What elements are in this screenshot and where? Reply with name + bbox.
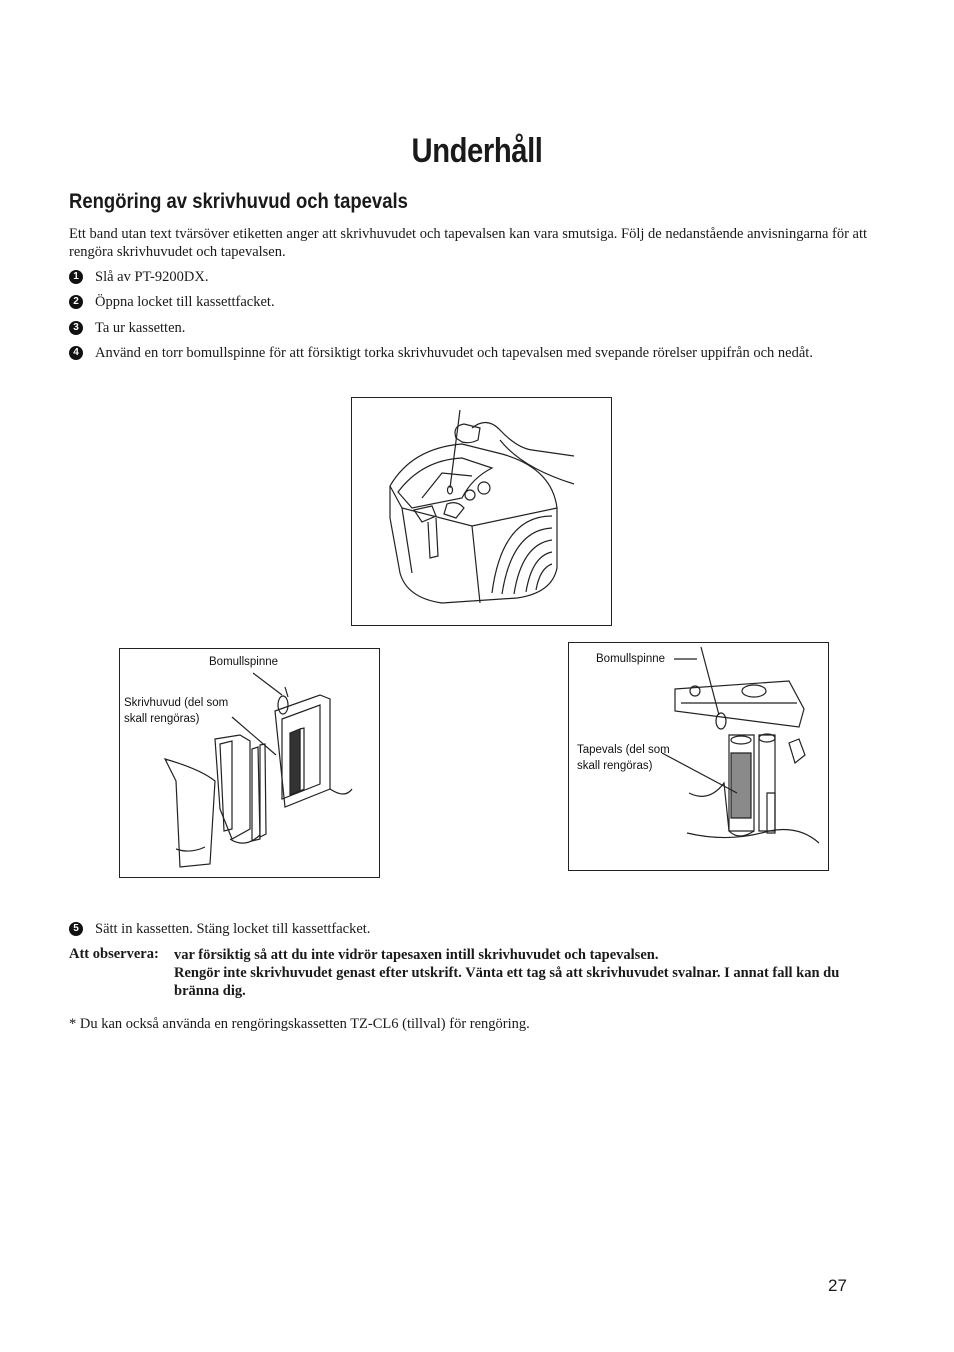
swab-label: Bomullspinne <box>596 653 666 665</box>
step-number: 1 <box>69 270 83 284</box>
step-number: 4 <box>69 346 83 360</box>
step-text: Slå av PT-9200DX. <box>95 269 209 285</box>
page-number: 27 <box>828 1276 847 1295</box>
tape-roller-label: Tapevals (del som skall rengöras) <box>577 744 670 772</box>
print-head-figure <box>119 648 380 878</box>
note-label: Att observera: <box>69 946 159 962</box>
section-title: Rengöring av skrivhuvud och tapevals <box>69 190 408 213</box>
step-text: Använd en torr bomullspinne för att försiktigt torka skrivhuvudet och tapevalsen med svepande rörelser uppifrån och nedåt. <box>95 345 813 361</box>
printer-illustration <box>351 397 612 626</box>
note-text <box>174 946 886 1000</box>
intro-paragraph: Ett band utan text tvärsöver etiketten anger att skrivhuvudet och tapevalsen kan vara smutsiga. Följ de nedanstående anvisningarna för att rengöra skrivhuvudet och tapevalsen. <box>69 226 868 260</box>
footnote: * Du kan också använda en rengöringskassetten TZ-CL6 (tillval) för rengöring. <box>69 1016 530 1032</box>
swab-label: Bomullspinne <box>209 656 279 668</box>
step-text: Öppna locket till kassettfacket. <box>95 294 275 310</box>
step-text: Ta ur kassetten. <box>95 320 186 336</box>
print-head-label: Skrivhuvud (del som skall rengöras) <box>124 697 229 725</box>
step-number: 2 <box>69 295 83 309</box>
step-number: 5 <box>69 922 83 936</box>
note-line-2: Rengör inte skrivhuvudet genast efter utskrift. Vänta ett tag så att skrivhuvudet svalnar. I annat fall kan du bränna dig. <box>174 965 840 999</box>
step-number: 3 <box>69 321 83 335</box>
page-title: Underhåll <box>411 132 543 170</box>
note-line-1: var försiktig så att du inte vidrör tapesaxen intill skrivhuvudet och tapevalsen. <box>174 947 659 963</box>
step-text: Sätt in kassetten. Stäng locket till kassettfacket. <box>95 921 371 937</box>
printer-drawing <box>352 398 611 625</box>
print-head-drawing <box>120 649 379 877</box>
tape-roller-figure <box>568 642 829 871</box>
